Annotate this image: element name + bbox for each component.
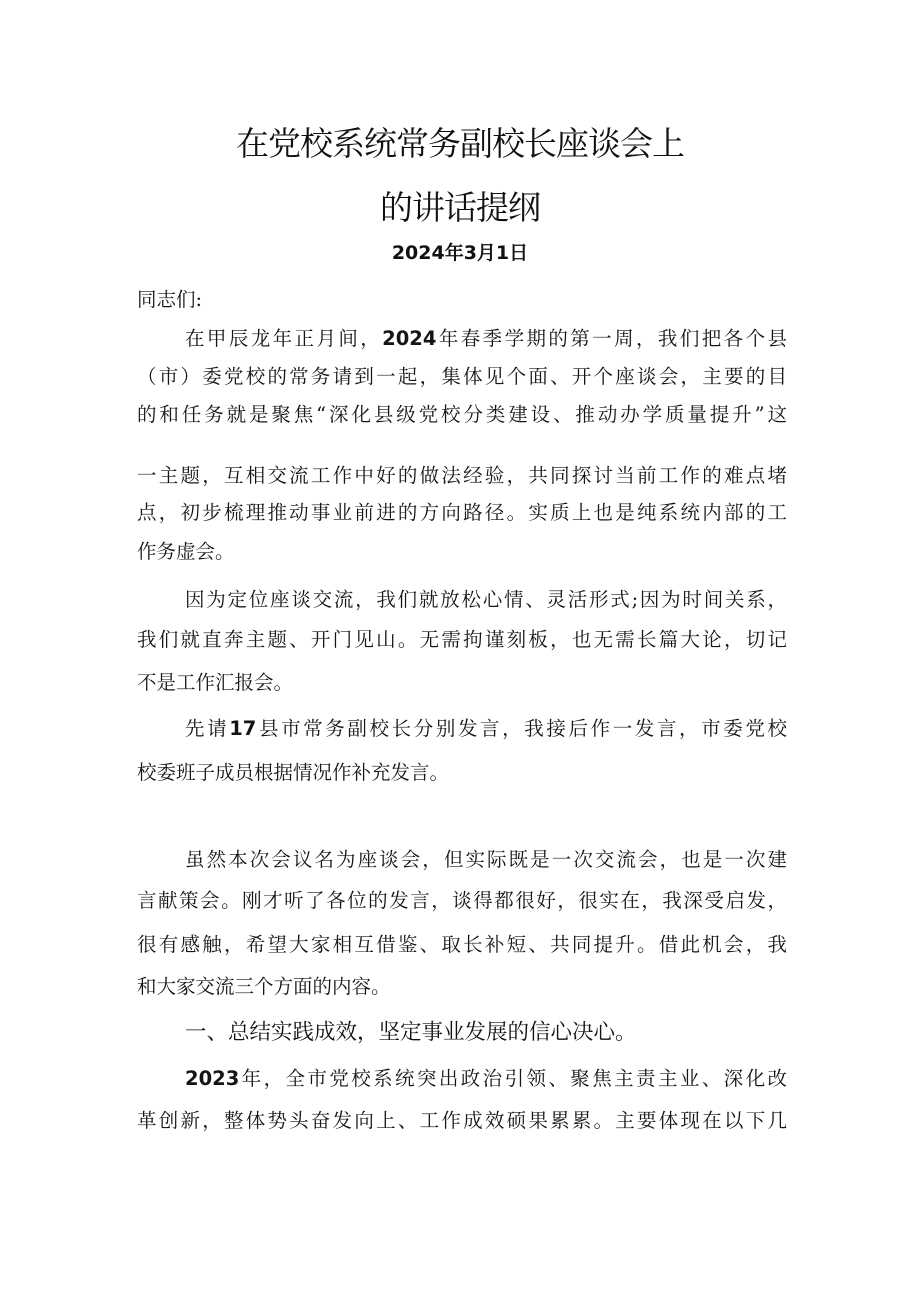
paragraph-1-line-2: （市）委党校的常务请到一起，集体见个面、开个座谈会，主要的目 <box>137 365 787 388</box>
paragraph-4-line-1: 虽然本次会议名为座谈会，但实际既是一次交流会，也是一次建 <box>185 848 787 871</box>
text-run: 在甲辰龙年正月间， <box>185 327 383 350</box>
county-count: 17 <box>229 717 257 740</box>
paragraph-1-line-6: 作务虚会。 <box>137 540 235 563</box>
paragraph-2-line-3: 不是工作汇报会。 <box>137 671 294 694</box>
document-date: 2024年3月1日 <box>391 242 529 264</box>
document-title-line-2: 的讲话提纲 <box>380 188 540 227</box>
paragraph-4-line-4: 和大家交流三个方面的内容。 <box>137 975 391 998</box>
text-run: 年春季学期的第一周，我们把各个县 <box>436 327 787 350</box>
paragraph-1-line-3: 的和任务就是聚焦“深化县级党校分类建设、推动办学质量提升”这 <box>137 403 787 426</box>
document-title-line-1: 在党校系统常务副校长座谈会上 <box>236 124 684 163</box>
paragraph-2-line-2: 我们就直奔主题、开门见山。无需拘谨刻板，也无需长篇大论，切记 <box>137 628 787 651</box>
year-number: 2023 <box>185 1067 240 1090</box>
paragraph-1-line-5: 点，初步梳理推动事业前进的方向路径。实质上也是纯系统内部的工 <box>137 501 787 524</box>
paragraph-2-line-1: 因为定位座谈交流，我们就放松心情、灵活形式;因为时间关系， <box>185 588 787 611</box>
text-run: 县市常务副校长分别发言，我接后作一发言，市委党校 <box>256 717 787 740</box>
section-heading-1: 一、总结实践成效，坚定事业发展的信心决心。 <box>185 1020 637 1045</box>
paragraph-3-line-1 <box>185 714 787 744</box>
paragraph-3-line-2: 校委班子成员根据情况作补充发言。 <box>137 761 450 784</box>
paragraph-5-line-2: 革创新，整体势头奋发向上、工作成效硕果累累。主要体现在以下几 <box>137 1109 787 1132</box>
text-run: 年，全市党校系统突出政治引领、聚焦主责主业、深化改 <box>239 1067 787 1090</box>
paragraph-4-line-2: 言献策会。刚才听了各位的发言，谈得都很好，很实在，我深受启发， <box>137 889 787 912</box>
year-number: 2024 <box>382 327 437 350</box>
paragraph-4-line-3: 很有感触，希望大家相互借鉴、取长补短、共同提升。借此机会，我 <box>137 933 787 956</box>
paragraph-1-line-1 <box>185 324 787 354</box>
text-run: 先请 <box>185 717 230 740</box>
paragraph-5-line-1 <box>185 1064 787 1094</box>
salutation: 同志们: <box>137 288 203 311</box>
paragraph-1-line-4: 一主题，互相交流工作中好的做法经验，共同探讨当前工作的难点堵 <box>137 464 787 487</box>
